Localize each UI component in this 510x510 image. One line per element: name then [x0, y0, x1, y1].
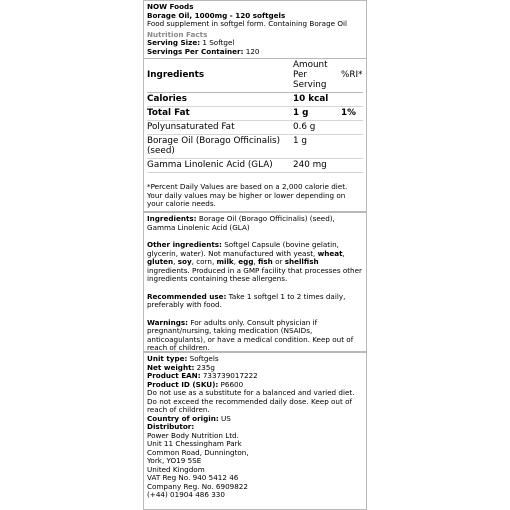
- other-ingredients-text: , corn,: [191, 257, 217, 266]
- allergen-gluten: gluten: [147, 257, 174, 266]
- table-row: [147, 107, 363, 121]
- other-ingredients-section: [147, 241, 363, 284]
- disclaimer: Do not use as a substitute for a balanced and varied diet. Do not exceed the recommended daily dose. Keep out of reach of children.: [147, 388, 355, 414]
- warnings-label: Warnings:: [147, 317, 189, 327]
- nutrient-ri: [341, 93, 363, 107]
- nutrient-ri: [341, 121, 363, 135]
- nutrient-amount: 0.6 g: [293, 121, 341, 135]
- servings-label: Servings Per Container:: [147, 46, 244, 56]
- serving-size-label: Serving Size:: [147, 38, 201, 47]
- ean-value: 733739017222: [200, 371, 258, 380]
- warnings-text: For adults only. Consult physician if pregnant/nursing, taking medication (NSAIDs, anticoagulants), or have a medical condition. Keep out of reach of children.: [147, 317, 354, 352]
- other-ingredients-text: Softgel Capsule (bovine gelatin, glycerin, water). Not manufactured with yeast,: [147, 240, 339, 258]
- nutrition-panel: [143, 0, 367, 212]
- allergen-soy: soy: [177, 257, 192, 266]
- table-row: [147, 93, 363, 107]
- nutrient-amount: 1 g: [293, 135, 341, 159]
- nutrient-name: Polyunsaturated Fat: [147, 121, 293, 135]
- other-ingredients-text: ingredients. Produced in a GMP facility that processes other ingredients containing these allergens.: [147, 265, 362, 283]
- distributor-line: Company Reg. No. 6909822: [147, 481, 248, 491]
- table-row: [147, 159, 363, 173]
- nutrient-name: Gamma Linolenic Acid (GLA): [147, 159, 293, 173]
- distributor-line: (+44) 01904 486 330: [147, 490, 225, 499]
- servings-per-container: [147, 48, 363, 57]
- ingredients-panel: [143, 212, 367, 352]
- other-ingredients-text: or: [272, 257, 285, 266]
- ingredients-section: [147, 215, 363, 232]
- net-weight-label: Net weight:: [147, 362, 195, 372]
- distributor-line: VAT Reg No. 940 5412 46: [147, 473, 239, 482]
- nutrient-name: Total Fat: [147, 107, 293, 121]
- recommended-use-section: [147, 293, 363, 310]
- warnings-section: [147, 319, 363, 353]
- distributor-line: Common Road, Dunnington,: [147, 447, 249, 457]
- nutrition-table-header: [147, 59, 363, 93]
- nutrient-amount: 10 kcal: [293, 93, 341, 107]
- distributor-line: Unit 11 Chessingham Park: [147, 439, 242, 448]
- other-ingredients-text: ,: [173, 257, 178, 266]
- other-ingredients-text: ,: [233, 257, 239, 266]
- product-description: Food supplement in softgel form. Containing Borage Oil: [147, 19, 347, 28]
- table-row: [147, 135, 363, 159]
- net-weight-value: 235g: [194, 362, 215, 372]
- allergen-fish: fish: [258, 257, 273, 266]
- distributor-line: York, YO19 5SE: [147, 456, 202, 465]
- allergen-shellfish: shellfish: [284, 257, 319, 266]
- column-ingredients: Ingredients: [147, 59, 293, 93]
- daily-value-footnote: *Percent Daily Values are based on a 2,000 calorie diet. Your daily values may be higher or lower depending on your calorie needs.: [147, 182, 348, 208]
- unit-type-label: Unit type:: [147, 354, 188, 363]
- ingredients-label: Ingredients:: [147, 214, 197, 223]
- recommended-use-label: Recommended use:: [147, 291, 227, 301]
- column-amount: Amount Per Serving: [293, 59, 341, 93]
- sku-label: Product ID (SKU):: [147, 379, 219, 389]
- ingredients-text: Borage Oil (Borago Officinalis) (seed), Gamma Linolenic Acid (GLA): [147, 214, 335, 232]
- other-ingredients-text: ,: [342, 248, 345, 258]
- unit-type-value: Softgels: [187, 354, 219, 363]
- nutrient-amount: 1 g: [293, 107, 341, 121]
- brand-name: NOW Foods: [147, 2, 194, 11]
- serving-size-value: 1 Softgel: [202, 38, 235, 47]
- nutrient-amount: 240 mg: [293, 159, 341, 173]
- origin-label: Country of origin:: [147, 413, 219, 423]
- recommended-use-text: Take 1 softgel 1 to 2 times daily, preferably with food.: [147, 291, 346, 309]
- nutrient-ri: 1%: [341, 107, 363, 121]
- distributor-line: Power Body Nutrition Ltd.: [147, 430, 239, 440]
- column-ri: %RI*: [341, 59, 363, 93]
- other-ingredients-text: ,: [253, 257, 259, 266]
- distributor-line: United Kingdom: [147, 464, 205, 474]
- sku-value: P6600: [218, 379, 244, 389]
- ean-label: Product EAN:: [147, 371, 201, 380]
- distributor-label: Distributor:: [147, 422, 195, 431]
- product-info-panel: [143, 352, 367, 510]
- nutrient-ri: [341, 135, 363, 159]
- product-name: Borage Oil, 1000mg - 120 softgels: [147, 10, 286, 20]
- nutrition-table: [147, 59, 363, 173]
- other-ingredients-label: Other ingredients:: [147, 240, 222, 249]
- allergen-egg: egg: [238, 257, 254, 266]
- nutrient-name: Borage Oil (Borago Officinalis) (seed): [147, 135, 293, 159]
- nutrient-name: Calories: [147, 93, 293, 107]
- nutrient-ri: [341, 159, 363, 173]
- nutrition-facts-title: Nutrition Facts: [147, 29, 208, 39]
- servings-value: 120: [245, 46, 260, 56]
- allergen-milk: milk: [216, 257, 234, 266]
- origin-value: US: [218, 413, 231, 423]
- table-row: [147, 121, 363, 135]
- allergen-wheat: wheat: [317, 248, 343, 258]
